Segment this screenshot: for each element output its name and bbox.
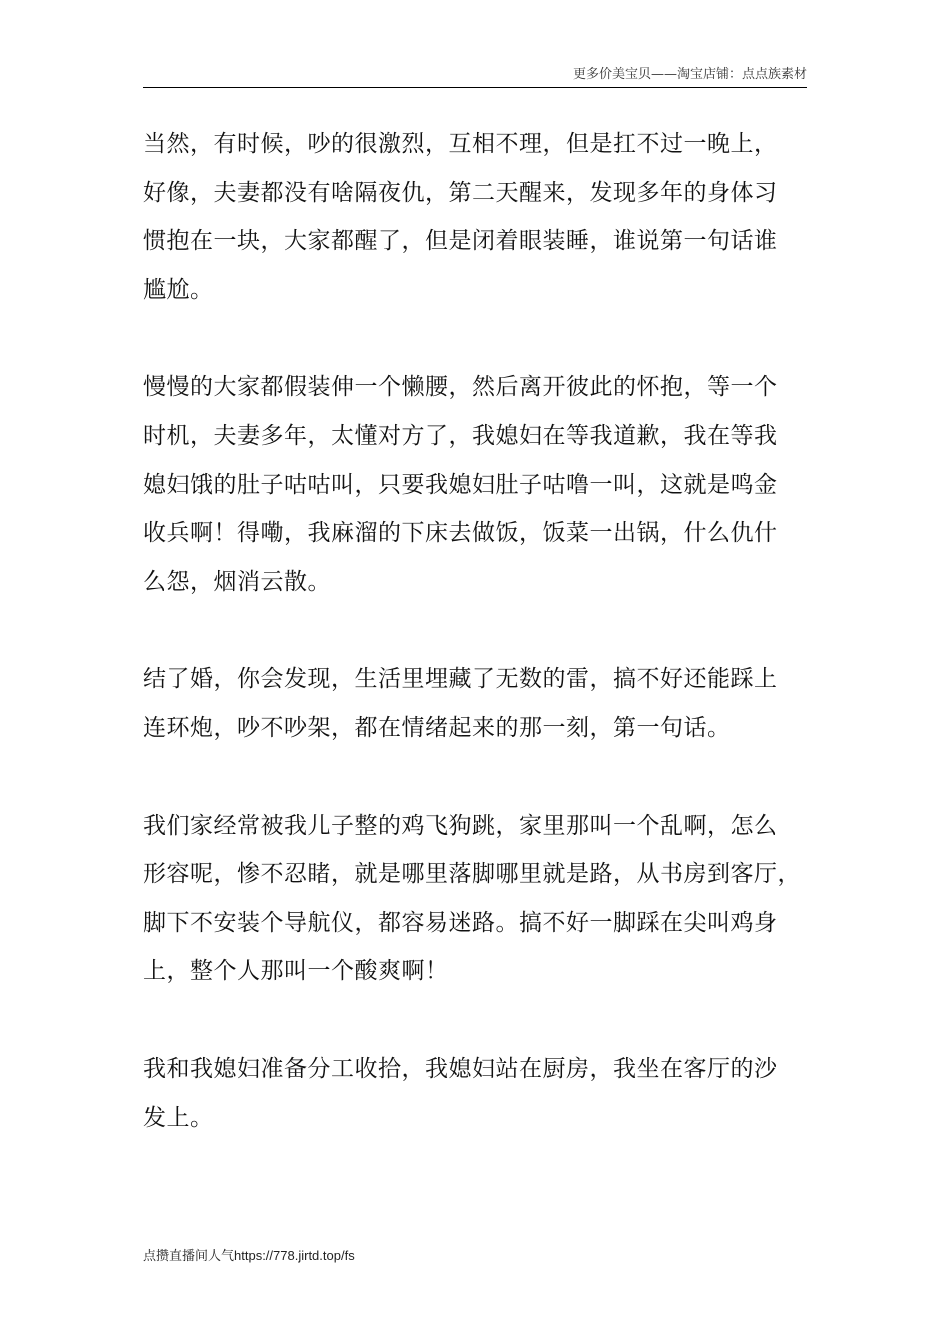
text-line: 好像，夫妻都没有啥隔夜仇，第二天醒来，发现多年的身体习 xyxy=(143,179,778,206)
paragraph-3 xyxy=(143,655,823,752)
text-line: 发上。 xyxy=(143,1104,214,1131)
text-line: 收兵啊！得嘞，我麻溜的下床去做饭，饭菜一出锅，什么仇什 xyxy=(143,520,778,547)
text-line: 结了婚，你会发现，生活里埋藏了无数的雷，搞不好还能踩上 xyxy=(143,666,778,693)
text-line: 时机，夫妻多年，太懂对方了，我媳妇在等我道歉，我在等我 xyxy=(143,422,778,449)
text-line: 形容呢，惨不忍睹，就是哪里落脚哪里就是路，从书房到客厅， xyxy=(143,861,801,888)
page-footer xyxy=(143,1248,355,1265)
text-line: 慢慢的大家都假装伸一个懒腰，然后离开彼此的怀抱，等一个 xyxy=(143,374,778,401)
text-line: 么怨，烟消云散。 xyxy=(143,568,331,595)
header-text: 更多价美宝贝——淘宝店铺：点点族素材 xyxy=(572,67,807,82)
text-line: 惯抱在一块，大家都醒了，但是闭着眼装睡，谁说第一句话谁 xyxy=(143,228,778,255)
text-line: 尴尬。 xyxy=(143,276,214,303)
paragraph-5 xyxy=(143,1045,823,1142)
text-line: 当然，有时候，吵的很激烈，互相不理，但是扛不过一晚上， xyxy=(143,131,778,157)
footer-link[interactable]: https://778.jirtd.top/fs xyxy=(234,1248,355,1263)
text-line: 媳妇饿的肚子咕咕叫，只要我媳妇肚子咕噜一叫，这就是鸣金 xyxy=(143,471,778,498)
text-line: 脚下不安装个导航仪，都容易迷路。搞不好一脚踩在尖叫鸡身 xyxy=(143,909,778,936)
paragraph-1 xyxy=(143,120,823,314)
text-line: 我们家经常被我儿子整的鸡飞狗跳，家里那叫一个乱啊，怎么 xyxy=(143,812,778,839)
footer-label: 点攒直播间人气 xyxy=(143,1249,235,1264)
page-header xyxy=(143,67,807,88)
text-line: 连环炮，吵不吵架，都在情绪起来的那一刻，第一句话。 xyxy=(143,714,731,741)
document-body xyxy=(143,120,823,1191)
text-line: 上，整个人那叫一个酸爽啊！ xyxy=(143,958,449,985)
paragraph-4 xyxy=(143,802,823,996)
paragraph-2 xyxy=(143,363,823,606)
text-line: 我和我媳妇准备分工收拾，我媳妇站在厨房，我坐在客厅的沙 xyxy=(143,1055,778,1082)
